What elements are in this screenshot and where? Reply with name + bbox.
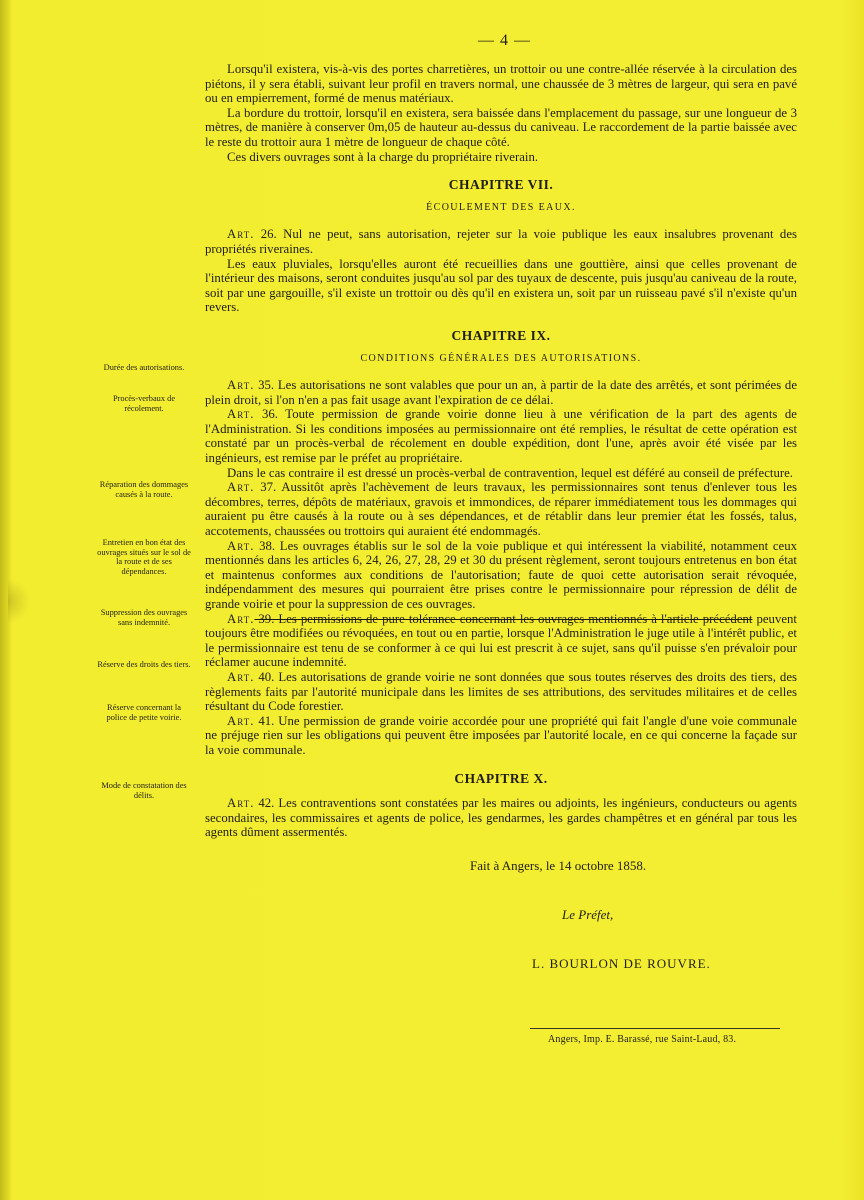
paragraph-charge: Ces divers ouvrages sont à la charge du propriétaire riverain. <box>227 149 539 164</box>
margin-note-droits-tiers: Réserve des droits des tiers. <box>97 660 191 669</box>
margin-note-constatation: Mode de constatation des délits. <box>101 781 187 800</box>
article-text: 36. Toute permission de grande voirie donne lieu à une vérification de la part des agents de l'Administration. Si les conditions imposées au permissionnaire ont été remplies, le résultat de cette opération est constaté par un procès-verbal de récolement en double expédition, dont l'une, après avoir été visée par les ingénieurs, est remise par le préfet au propriétaire. <box>205 407 797 466</box>
struck-text: 39. Les permissions de pure tolérance concernant les ouvrages mentionnés à l'article précédent <box>254 611 753 626</box>
article-label: Art. <box>227 611 255 626</box>
paragraph-bordure: La bordure du trottoir, lorsqu'il en existera, sera baissée dans l'emplacement du passage, sur une longueur de 3 mètres, de manière à conserver 0m,05 de hauteur au-dessus du caniveau. Le raccordement de la partie baissée avec le reste du trottoir aura 1 mètre de longueur de chaque côté. <box>205 105 797 149</box>
page-number: — 4 — <box>478 32 531 49</box>
chapter-heading-x: CHAPITRE X. <box>454 770 548 786</box>
article-label: Art. <box>227 407 255 422</box>
article-label: Art. <box>227 538 255 553</box>
article-label: Art. <box>227 796 255 811</box>
article-39 <box>205 612 797 670</box>
chapter-heading-ix: CHAPITRE IX. <box>451 327 551 343</box>
paragraph-cas-contraire: Dans le cas contraire il est dressé un procès-verbal de contravention, lequel est déféré au conseil de préfecture. <box>227 465 794 480</box>
chapter-subheading-vii: ÉCOULEMENT DES EAUX. <box>426 201 576 213</box>
margin-note-entretien: Entretien en bon état des ouvrages situés sur le sol de la route et de ses dépendances. <box>97 538 191 576</box>
margin-note-proces-verbaux: Procès-verbaux de récolement. <box>112 394 176 413</box>
article-text: 42. Les contraventions sont constatées par les maires ou adjoints, les ingénieurs, conducteurs ou agents secondaires, les commissaires et agents de police, les gendarmes, les gardes champêtres et en général par tous les agents dûment assermentés. <box>205 796 797 840</box>
article-text: 40. Les autorisations de grande voirie ne sont données que sous toutes réserves des droits des tiers, des règlements faits par l'autorité municipale dans les limites de ses attributions, des servitudes militaires et de celles résultant du Code forestier. <box>205 669 797 714</box>
article-41 <box>205 714 797 758</box>
prefect-title: Le Préfet, <box>562 907 614 922</box>
article-label: Art. <box>227 480 255 495</box>
place-date: Fait à Angers, le 14 octobre 1858. <box>470 858 647 873</box>
article-text: 38. Les ouvrages établis sur le sol de la voie publique et qui intéressent la viabilité, notamment ceux mentionnés dans les articles 6, 24, 26, 27, 28, 29 et 30 du présent règlement, seront toujours entretenus en bon état et maintenus conformes aux conditions de l'autorisation; faute de quoi cette autorisation serait révoquée, indépendamment des mesures qui pourraient être prises contre le permissionnaire pour répression de délit de grande voirie et pour la suppression de ces ouvrages. <box>205 538 797 611</box>
paragraph-eaux-pluviales: Les eaux pluviales, lorsqu'elles auront été recueillies dans une gouttière, ainsi que celles provenant de l'intérieur des maisons, seront conduites jusqu'au sol par des tuyaux de descente, puis jusqu'au caniveau de la route, soit par une gargouille, s'il existe un trottoir ou dès qu'il en existera un, soit par un ruisseau pavé s'il n'existe qu'un revers. <box>205 256 797 315</box>
article-42 <box>205 796 797 840</box>
article-36 <box>205 407 797 465</box>
imprint: Angers, Imp. E. Barassé, rue Saint-Laud, 83. <box>548 1034 737 1045</box>
margin-note-duree: Durée des autorisations. <box>103 363 185 372</box>
chapter-subheading-ix: CONDITIONS GÉNÉRALES DES AUTORISATIONS. <box>360 352 642 364</box>
article-37 <box>205 480 797 538</box>
article-text: 26. Nul ne peut, sans autorisation, rejeter sur la voie publique les eaux insalubres provenant des propriétés riveraines. <box>205 227 797 256</box>
article-text: peuvent toujours être modifiées ou révoquées, en tout ou en partie, lorsque l'Administration le juge utile à l'intérêt public, et le permissionnaire est tenu de se conformer à ce qui lui est prescrit à ce sujet, sans qu'il puisse s'en prévaloir pour réclamer aucune indemnité. <box>205 611 797 670</box>
article-26 <box>205 227 797 256</box>
article-35 <box>205 378 797 407</box>
article-text: 41. Une permission de grande voirie accordée pour une propriété qui fait l'angle d'une voie communale ne préjuge rien sur les obligations qui peuvent être imposées par l'autorité locale, en ce qui concerne la façade sur la voie communale. <box>205 713 797 757</box>
paper-fold-mark <box>8 578 30 624</box>
margin-note-police: Réserve concernant la police de petite voirie. <box>106 703 182 722</box>
chapter-heading-vii: CHAPITRE VII. <box>448 177 554 193</box>
signature-name: L. BOURLON DE ROUVRE. <box>532 956 711 971</box>
margin-note-reparation: Réparation des dommages causés à la route. <box>99 480 189 499</box>
article-label: Art. <box>227 713 255 728</box>
paragraph-trottoir: Lorsqu'il existera, vis-à-vis des portes charretières, un trottoir ou une contre-allée réservée à la circulation des piétons, il y sera établi, suivant leur profil en travers normal, une chaussée de 3 mètres de largeur, qui sera en pavé ou en empierrement, formé de menus matériaux. <box>205 62 797 106</box>
article-label: Art. <box>227 378 255 393</box>
article-label: Art. <box>227 227 255 242</box>
article-text: 37. Aussitôt après l'achèvement de leurs travaux, les permissionnaires sont tenus d'enlever tous les décombres, terres, dépôts de matériaux, gravois et immondices, de réparer immédiatement tous les dommages qui auraient pu être causés à la route ou à ses dépendances, et de rétablir dans leur premier état les fossés, talus, accotements, chaussées ou trottoirs qui auraient été endommagés. <box>205 480 797 539</box>
article-38 <box>205 539 797 612</box>
article-text: 35. Les autorisations ne sont valables que pour un an, à partir de la date des arrêtés, et sont périmées de plein droit, si l'on n'en a pas fait usage avant l'expiration de ce délai. <box>205 378 797 407</box>
article-label: Art. <box>227 669 255 684</box>
main-text-column <box>205 62 797 840</box>
margin-note-suppression: Suppression des ouvrages sans indemnité. <box>100 608 188 627</box>
article-40 <box>205 670 797 714</box>
imprint-rule <box>530 1028 780 1029</box>
